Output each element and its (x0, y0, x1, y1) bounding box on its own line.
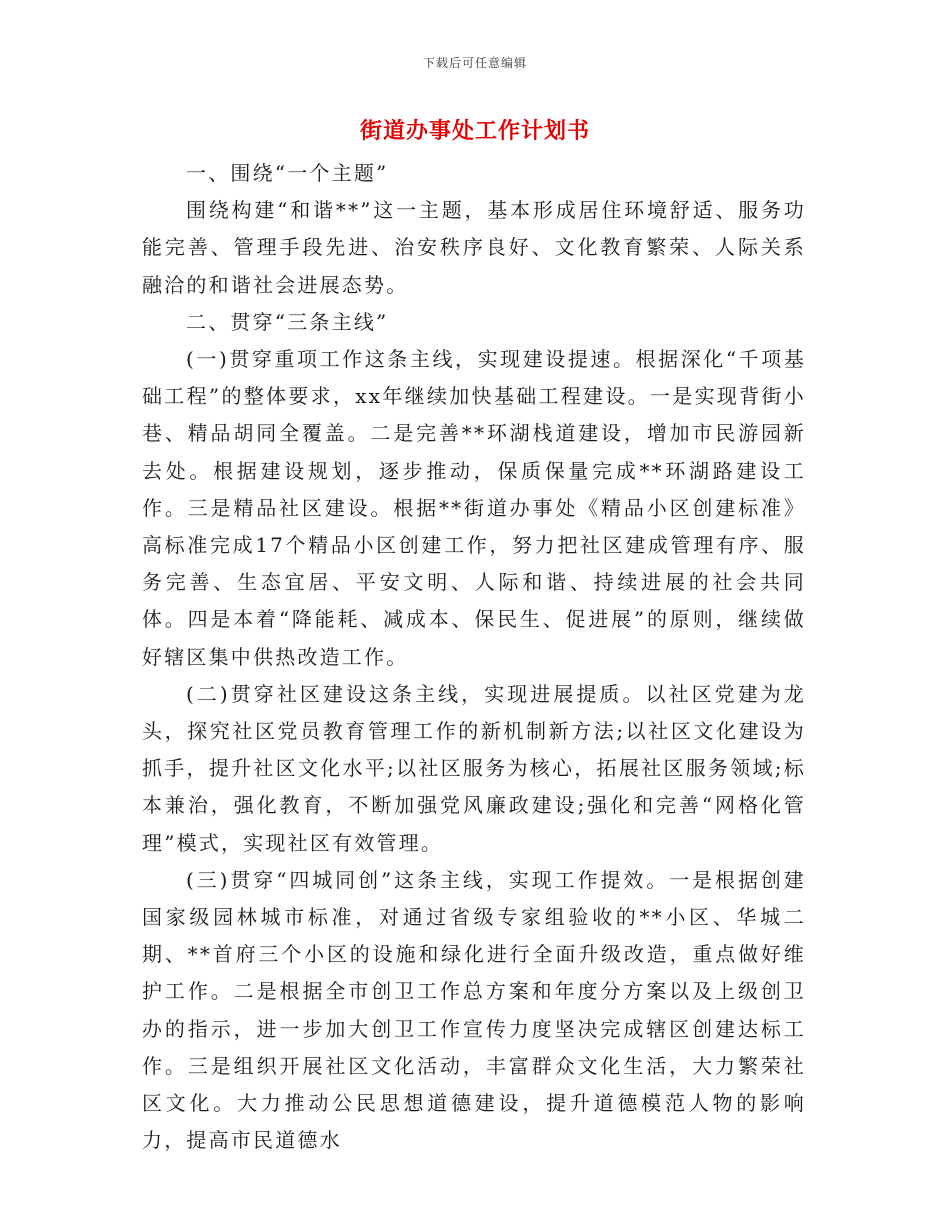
document-title: 街道办事处工作计划书 (359, 118, 590, 144)
document-body (142, 155, 806, 1159)
paragraph-2: (一)贯穿重项工作这条主线，实现建设提速。根据深化“千项基础工程”的整体要求，xx年继续加快基础工程建设。一是实现背街小巷、精品胡同全覆盖。二是完善**环湖栈道建设，增加市民游园新去处。根据建设规划，逐步推动，保质保量完成**环湖路建设工作。三是精品社区建设。根据**街道办事处《精品小区创建标准》高标准完成17个精品小区创建工作，努力把社区建成管理有序、服务完善、生态宜居、平安文明、人际和谐、持续进展的社会共同体。四是本着“降能耗、减成本、保民生、促进展”的原则，继续做好辖区集中供热改造工作。 (142, 347, 806, 669)
paragraph-3: (二)贯穿社区建设这条主线，实现进展提质。以社区党建为龙头，探究社区党员教育管理工作的新机制新方法;以社区文化建设为抓手，提升社区文化水平;以社区服务为核心，拓展社区服务领域;标本兼治，强化教育，不断加强党风廉政建设;强化和完善“网格化管理”模式，实现社区有效管理。 (142, 681, 806, 855)
section-heading-1: 一、围绕“一个主题” (186, 161, 389, 185)
section-heading-2: 二、贯穿“三条主线” (186, 309, 389, 334)
paragraph-1: 围绕构建“和谐**”这一主题，基本形成居住环境舒适、服务功能完善、管理手段先进、治安秩序良好、文化教育繁荣、人际关系融洽的和谐社会进展态势。 (142, 198, 806, 297)
header-note: 下载后可任意编辑 (422, 56, 527, 70)
paragraph-4: (三)贯穿“四城同创”这条主线，实现工作提效。一是根据创建国家级园林城市标准，对通过省级专家组验收的**小区、华城二期、**首府三个小区的设施和绿化进行全面升级改造，重点做好维护工作。二是根据全市创卫工作总方案和年度分方案以及上级创卫办的指示，进一步加大创卫工作宣传力度坚决完成辖区创建达标工作。三是组织开展社区文化活动，丰富群众文化生活，大力繁荣社区文化。大力推动公民思想道德建设，提升道德模范人物的影响力，提高市民道德水 (142, 867, 806, 1153)
